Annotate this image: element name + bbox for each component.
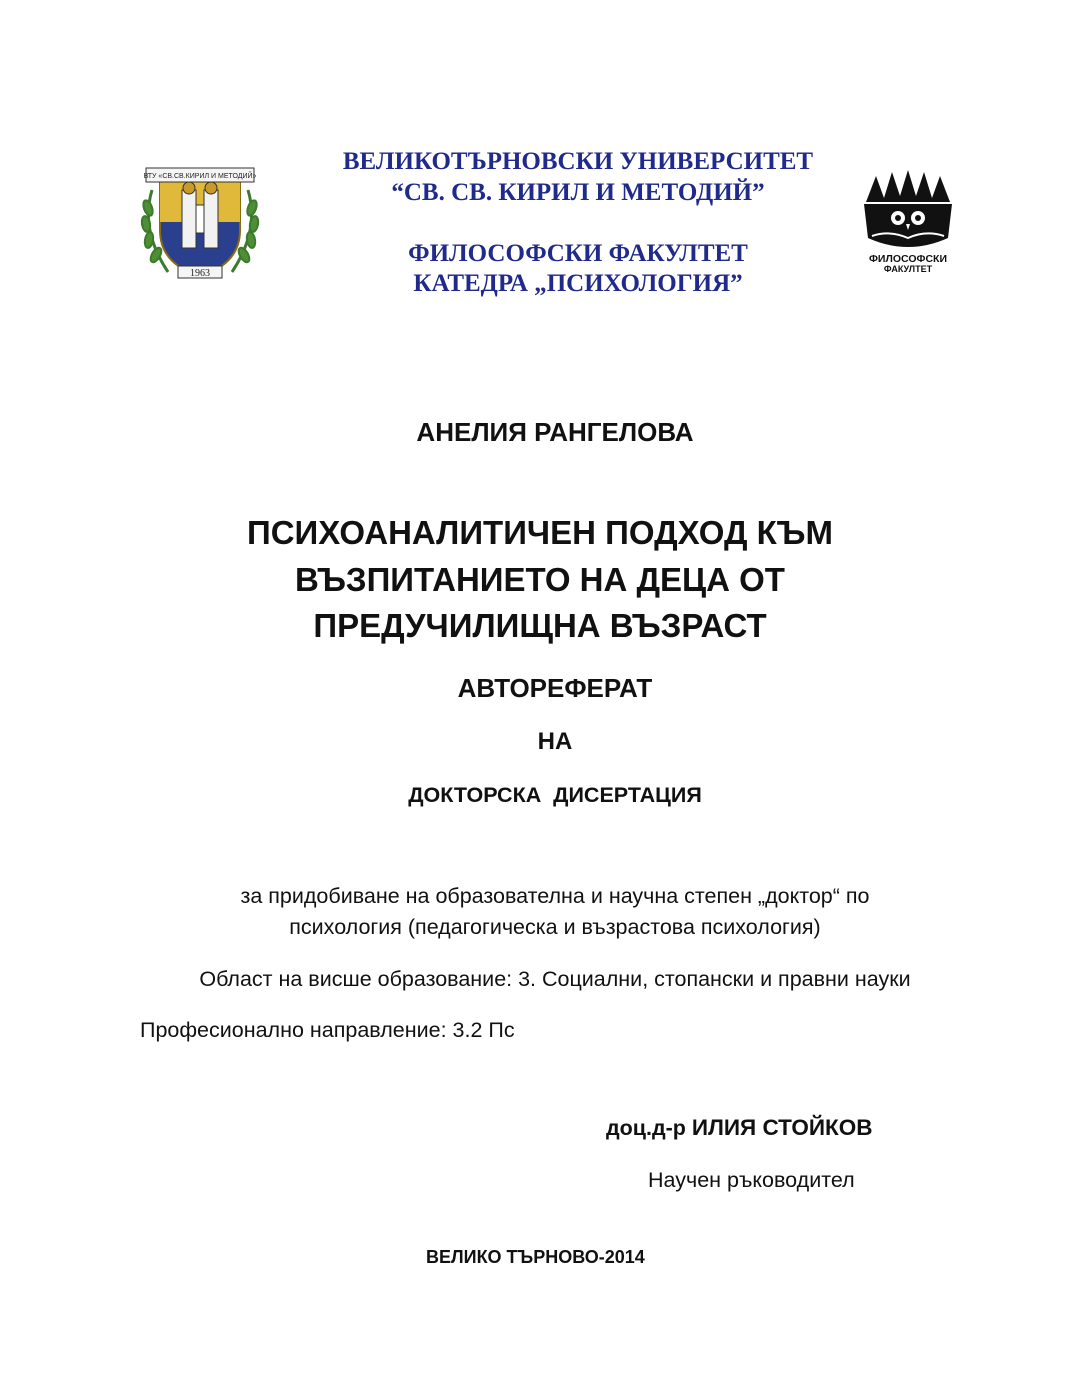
department-name: КАТЕДРА „ПСИХОЛОГИЯ” — [413, 270, 743, 297]
author-name: АНЕЛИЯ РАНГЕЛОВА — [416, 417, 694, 447]
thesis-title-line-1: ПСИХОАНАЛИТИЧЕН ПОДХОД КЪМ — [247, 514, 833, 551]
university-name: ВЕЛИКОТЪРНОВСКИ УНИВЕРСИТЕТ — [342, 148, 814, 175]
seal-year-text: 1963 — [190, 268, 210, 279]
degree-purpose-line-2: психология (педагогическа и възрастова психология) — [289, 915, 821, 939]
thesis-title-line-2: ВЪЗПИТАНИЕТО НА ДЕЦА ОТ — [295, 561, 785, 598]
faculty-owl-logo — [860, 168, 956, 280]
supervisor-role: Научен ръководител — [648, 1168, 855, 1192]
place-and-year: ВЕЛИКО ТЪРНОВО-2014 — [426, 1247, 645, 1267]
degree-purpose-line-1: за придобиване на образователна и научна степен „доктор“ по — [240, 884, 870, 908]
supervisor-surname: ИЛИЯ СТОЙКОВ — [691, 1115, 873, 1140]
university-seal-logo — [138, 160, 262, 284]
document-type-heading: АВТОРЕФЕРАТ — [457, 673, 653, 703]
faculty-name: ФИЛОСОФСКИ ФАКУЛТЕТ — [408, 240, 748, 267]
supervisor-name — [606, 1114, 872, 1142]
document-type-subheading: ДОКТОРСКА ДИСЕРТАЦИЯ — [408, 783, 702, 807]
professional-field: Професионално направление: 3.2 Пс — [140, 1018, 515, 1042]
supervisor-title-prefix: доц.д-р — [606, 1116, 692, 1140]
field-of-education: Област на висше образование: 3. Социални, стопански и правни науки — [199, 967, 911, 991]
document-type-connector: НА — [537, 728, 573, 755]
owl-logo-text-line1: ФИЛОСОФСКИ — [868, 253, 948, 265]
thesis-title-line-3: ПРЕДУЧИЛИЩНА ВЪЗРАСТ — [313, 607, 767, 644]
university-patron-name: “СВ. СВ. КИРИЛ И МЕТОДИЙ” — [391, 179, 765, 206]
owl-logo-text-line2: ФАКУЛТЕТ — [883, 264, 933, 274]
seal-banner-text: ВТУ «СВ.СВ.КИРИЛ И МЕТОДИЙ» — [143, 173, 257, 180]
